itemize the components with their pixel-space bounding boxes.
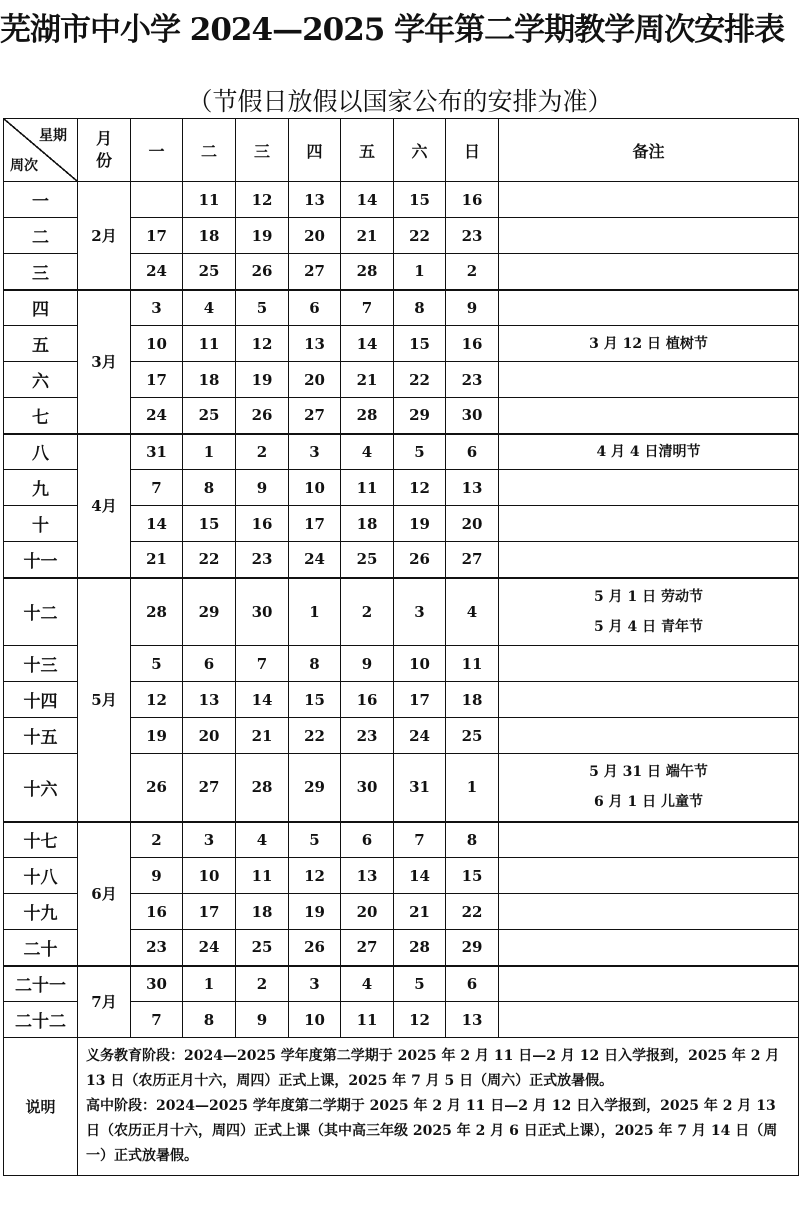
week-number-cell: 十八 <box>4 858 78 894</box>
date-cell: 29 <box>394 398 446 434</box>
date-cell: 8 <box>394 290 446 326</box>
date-cell: 9 <box>236 470 289 506</box>
date-cell: 10 <box>183 858 236 894</box>
notes-cell <box>499 182 799 218</box>
date-cell: 4 <box>446 578 499 646</box>
date-cell: 22 <box>183 542 236 578</box>
week-number-cell: 五 <box>4 326 78 362</box>
date-cell: 28 <box>236 754 289 822</box>
date-cell: 17 <box>131 362 183 398</box>
date-cell: 23 <box>446 218 499 254</box>
date-cell: 2 <box>341 578 394 646</box>
date-cell: 18 <box>341 506 394 542</box>
date-cell: 21 <box>236 718 289 754</box>
date-cell: 3 <box>289 434 341 470</box>
date-cell: 15 <box>394 326 446 362</box>
notes-cell <box>499 822 799 858</box>
date-cell: 22 <box>394 218 446 254</box>
date-cell: 18 <box>236 894 289 930</box>
date-cell: 10 <box>131 326 183 362</box>
holiday-note: 4 月 4 日清明节 <box>596 443 701 460</box>
date-cell: 9 <box>341 646 394 682</box>
notes-cell <box>499 682 799 718</box>
date-cell: 12 <box>394 1002 446 1038</box>
notes-cell <box>499 506 799 542</box>
explanation-row <box>4 1038 799 1176</box>
date-cell: 4 <box>341 434 394 470</box>
date-cell: 11 <box>446 646 499 682</box>
week-number-cell: 十五 <box>4 718 78 754</box>
month-cell: 2月 <box>78 182 131 290</box>
explanation-label: 说明 <box>4 1038 78 1176</box>
date-cell: 2 <box>236 966 289 1002</box>
notes-cell <box>499 646 799 682</box>
notes-cell <box>499 470 799 506</box>
date-cell: 30 <box>446 398 499 434</box>
date-cell: 19 <box>289 894 341 930</box>
date-cell: 29 <box>183 578 236 646</box>
week-row <box>4 290 799 326</box>
date-cell: 27 <box>183 754 236 822</box>
date-cell: 31 <box>131 434 183 470</box>
date-cell: 24 <box>183 930 236 966</box>
date-cell: 27 <box>341 930 394 966</box>
date-cell: 18 <box>183 218 236 254</box>
date-cell: 25 <box>236 930 289 966</box>
date-cell: 16 <box>236 506 289 542</box>
date-cell: 29 <box>289 754 341 822</box>
date-cell: 31 <box>394 754 446 822</box>
date-cell: 20 <box>341 894 394 930</box>
date-cell: 22 <box>446 894 499 930</box>
notes-cell <box>499 754 799 822</box>
date-cell: 23 <box>341 718 394 754</box>
week-row <box>4 578 799 646</box>
date-cell: 13 <box>289 182 341 218</box>
date-cell: 7 <box>236 646 289 682</box>
notes-cell <box>499 218 799 254</box>
holiday-note: 5 月 4 日 青年节 <box>594 618 703 635</box>
day-header: 二 <box>183 119 236 182</box>
date-cell: 20 <box>289 218 341 254</box>
date-cell: 5 <box>289 822 341 858</box>
date-cell: 22 <box>289 718 341 754</box>
date-cell: 20 <box>183 718 236 754</box>
date-cell: 12 <box>289 858 341 894</box>
date-cell: 30 <box>236 578 289 646</box>
high-school-text: 高中阶段：2024—2025 学年度第二学期于 2025 年 2 月 11 日—2 月 12 日入学报到，2025 年 2 月 13 日（农历正月十六，周四）正式上课（其中高三年级 2025 年 2 月 6 日正式上课），2025 年 7 月 14 日（周一）正式放暑假。 <box>86 1098 778 1164</box>
date-cell: 29 <box>446 930 499 966</box>
date-cell: 12 <box>236 326 289 362</box>
date-cell: 26 <box>236 254 289 290</box>
notes-cell <box>499 326 799 362</box>
date-cell: 11 <box>341 1002 394 1038</box>
date-cell: 12 <box>131 682 183 718</box>
date-cell: 15 <box>289 682 341 718</box>
date-cell: 20 <box>289 362 341 398</box>
date-cell: 25 <box>341 542 394 578</box>
date-cell: 25 <box>446 718 499 754</box>
week-number-cell: 一 <box>4 182 78 218</box>
date-cell: 13 <box>446 470 499 506</box>
date-cell: 6 <box>446 434 499 470</box>
day-header: 六 <box>394 119 446 182</box>
date-cell: 26 <box>131 754 183 822</box>
date-cell: 21 <box>341 362 394 398</box>
date-cell: 6 <box>289 290 341 326</box>
date-cell: 1 <box>183 434 236 470</box>
date-cell: 1 <box>394 254 446 290</box>
date-cell: 23 <box>131 930 183 966</box>
compulsory-education-text: 义务教育阶段：2024—2025 学年度第二学期于 2025 年 2 月 11 日—2 月 12 日入学报到，2025 年 2 月 13 日（农历正月十六，周四）正式上课，2025 年 7 月 5 日（周六）正式放暑假。 <box>86 1048 780 1089</box>
date-cell: 8 <box>183 1002 236 1038</box>
week-number-cell: 十九 <box>4 894 78 930</box>
date-cell: 13 <box>446 1002 499 1038</box>
date-cell: 26 <box>236 398 289 434</box>
date-cell: 3 <box>289 966 341 1002</box>
date-cell: 22 <box>394 362 446 398</box>
month-header <box>78 119 131 182</box>
month-cell: 6月 <box>78 822 131 966</box>
date-cell: 17 <box>131 218 183 254</box>
week-number-cell: 二 <box>4 218 78 254</box>
month-label-1: 月 <box>95 129 112 148</box>
date-cell: 19 <box>131 718 183 754</box>
date-cell: 3 <box>183 822 236 858</box>
date-cell: 24 <box>131 398 183 434</box>
date-cell: 1 <box>446 754 499 822</box>
date-cell: 24 <box>131 254 183 290</box>
week-number-cell: 十二 <box>4 578 78 646</box>
month-label-2: 份 <box>95 151 112 170</box>
date-cell: 17 <box>394 682 446 718</box>
date-cell: 7 <box>341 290 394 326</box>
notes-cell <box>499 254 799 290</box>
schedule-table <box>3 118 799 1176</box>
date-cell: 28 <box>341 254 394 290</box>
date-cell: 30 <box>341 754 394 822</box>
week-number-cell: 十六 <box>4 754 78 822</box>
date-cell: 28 <box>394 930 446 966</box>
date-cell: 11 <box>341 470 394 506</box>
date-cell: 16 <box>131 894 183 930</box>
date-cell: 9 <box>131 858 183 894</box>
date-cell: 7 <box>131 1002 183 1038</box>
week-number-cell: 八 <box>4 434 78 470</box>
date-cell: 12 <box>394 470 446 506</box>
notes-cell <box>499 542 799 578</box>
date-cell: 25 <box>183 398 236 434</box>
date-cell: 19 <box>236 362 289 398</box>
notes-cell <box>499 858 799 894</box>
date-cell: 18 <box>183 362 236 398</box>
notes-cell <box>499 966 799 1002</box>
date-cell: 4 <box>183 290 236 326</box>
date-cell: 1 <box>289 578 341 646</box>
date-cell: 6 <box>446 966 499 1002</box>
date-cell: 24 <box>289 542 341 578</box>
period-label: 周次 <box>10 158 38 174</box>
date-cell: 7 <box>131 470 183 506</box>
date-cell: 5 <box>131 646 183 682</box>
header-row <box>4 119 799 182</box>
day-header: 五 <box>341 119 394 182</box>
week-number-cell: 二十 <box>4 930 78 966</box>
week-row <box>4 182 799 218</box>
week-label: 星期 <box>39 128 67 144</box>
week-number-cell: 十四 <box>4 682 78 718</box>
date-cell: 28 <box>131 578 183 646</box>
date-cell: 14 <box>236 682 289 718</box>
date-cell: 4 <box>236 822 289 858</box>
page-title: 芜湖市中小学 2024—2025 学年第二学期教学周次安排表 <box>0 12 785 48</box>
date-cell: 2 <box>446 254 499 290</box>
date-cell: 14 <box>341 326 394 362</box>
holiday-note: 3 月 12 日 植树节 <box>589 335 708 352</box>
date-cell: 12 <box>236 182 289 218</box>
date-cell: 9 <box>446 290 499 326</box>
date-cell: 13 <box>289 326 341 362</box>
date-cell: 11 <box>236 858 289 894</box>
date-cell: 13 <box>183 682 236 718</box>
week-number-cell: 二十二 <box>4 1002 78 1038</box>
date-cell: 21 <box>131 542 183 578</box>
month-cell: 5月 <box>78 578 131 822</box>
date-cell: 21 <box>341 218 394 254</box>
date-cell: 8 <box>289 646 341 682</box>
date-cell: 21 <box>394 894 446 930</box>
page-subtitle: （节假日放假以国家公布的安排为准） <box>187 87 613 116</box>
month-cell: 4月 <box>78 434 131 578</box>
date-cell: 11 <box>183 326 236 362</box>
date-cell: 17 <box>183 894 236 930</box>
date-cell: 23 <box>446 362 499 398</box>
date-cell: 9 <box>236 1002 289 1038</box>
date-cell: 20 <box>446 506 499 542</box>
date-cell: 11 <box>183 182 236 218</box>
date-cell: 16 <box>446 326 499 362</box>
diagonal-header-cell <box>4 119 78 182</box>
week-number-cell: 十一 <box>4 542 78 578</box>
date-cell <box>131 182 183 218</box>
date-cell: 17 <box>289 506 341 542</box>
date-cell: 14 <box>394 858 446 894</box>
holiday-note: 5 月 1 日 劳动节 <box>594 588 703 605</box>
date-cell: 27 <box>446 542 499 578</box>
day-header: 一 <box>131 119 183 182</box>
month-cell: 7月 <box>78 966 131 1038</box>
week-number-cell: 七 <box>4 398 78 434</box>
date-cell: 13 <box>341 858 394 894</box>
day-header: 四 <box>289 119 341 182</box>
week-row <box>4 822 799 858</box>
date-cell: 15 <box>183 506 236 542</box>
notes-cell <box>499 290 799 326</box>
date-cell: 3 <box>394 578 446 646</box>
date-cell: 19 <box>394 506 446 542</box>
date-cell: 15 <box>446 858 499 894</box>
week-row <box>4 434 799 470</box>
date-cell: 30 <box>131 966 183 1002</box>
notes-cell <box>499 718 799 754</box>
date-cell: 25 <box>183 254 236 290</box>
date-cell: 26 <box>394 542 446 578</box>
date-cell: 3 <box>131 290 183 326</box>
notes-cell <box>499 434 799 470</box>
week-number-cell: 十 <box>4 506 78 542</box>
week-number-cell: 九 <box>4 470 78 506</box>
notes-cell <box>499 362 799 398</box>
date-cell: 8 <box>183 470 236 506</box>
notes-cell <box>499 398 799 434</box>
date-cell: 7 <box>394 822 446 858</box>
notes-cell <box>499 930 799 966</box>
date-cell: 24 <box>394 718 446 754</box>
date-cell: 5 <box>236 290 289 326</box>
date-cell: 28 <box>341 398 394 434</box>
week-number-cell: 六 <box>4 362 78 398</box>
week-number-cell: 二十一 <box>4 966 78 1002</box>
day-header: 日 <box>446 119 499 182</box>
date-cell: 2 <box>131 822 183 858</box>
date-cell: 27 <box>289 398 341 434</box>
date-cell: 6 <box>341 822 394 858</box>
week-number-cell: 三 <box>4 254 78 290</box>
date-cell: 5 <box>394 434 446 470</box>
notes-header: 备注 <box>499 119 799 182</box>
date-cell: 2 <box>236 434 289 470</box>
week-number-cell: 十七 <box>4 822 78 858</box>
week-number-cell: 十三 <box>4 646 78 682</box>
date-cell: 14 <box>131 506 183 542</box>
day-header: 三 <box>236 119 289 182</box>
notes-cell <box>499 578 799 646</box>
date-cell: 4 <box>341 966 394 1002</box>
month-cell: 3月 <box>78 290 131 434</box>
date-cell: 23 <box>236 542 289 578</box>
date-cell: 10 <box>394 646 446 682</box>
holiday-note: 5 月 31 日 端午节 <box>589 764 708 781</box>
notes-cell <box>499 894 799 930</box>
date-cell: 26 <box>289 930 341 966</box>
notes-cell <box>499 1002 799 1038</box>
date-cell: 19 <box>236 218 289 254</box>
date-cell: 6 <box>183 646 236 682</box>
week-number-cell: 四 <box>4 290 78 326</box>
date-cell: 8 <box>446 822 499 858</box>
date-cell: 10 <box>289 1002 341 1038</box>
holiday-note: 6 月 1 日 儿童节 <box>594 794 703 811</box>
date-cell: 15 <box>394 182 446 218</box>
date-cell: 10 <box>289 470 341 506</box>
date-cell: 18 <box>446 682 499 718</box>
date-cell: 5 <box>394 966 446 1002</box>
date-cell: 14 <box>341 182 394 218</box>
explanation-text <box>78 1038 799 1176</box>
week-row <box>4 966 799 1002</box>
date-cell: 1 <box>183 966 236 1002</box>
date-cell: 16 <box>341 682 394 718</box>
date-cell: 27 <box>289 254 341 290</box>
date-cell: 16 <box>446 182 499 218</box>
